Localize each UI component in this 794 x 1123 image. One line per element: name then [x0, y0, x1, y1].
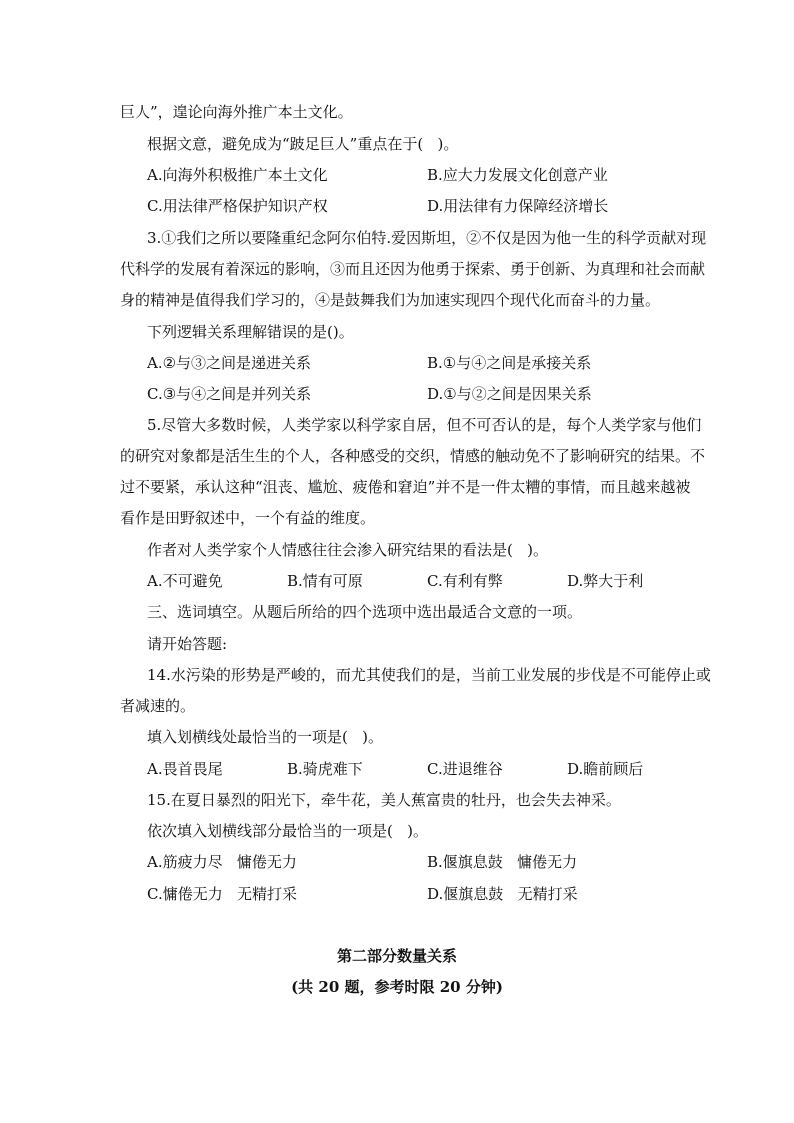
option-a: A.畏首畏尾 — [147, 760, 223, 778]
question-15-text: 15.在夏日暴烈的阳光下，牵牛花，美人蕉富贵的牡丹，也会失去神采。 — [147, 791, 621, 809]
option-b: B.情有可原 — [287, 572, 363, 590]
question-stem: 根据文意，避免成为“跛足巨人”重点在于( )。 — [147, 135, 459, 153]
option-b: B.骑虎难下 — [287, 760, 363, 778]
option-d: D.①与②之间是因果关系 — [427, 385, 592, 403]
option-c: C.进退维谷 — [427, 760, 503, 778]
option-c: C.有利有弊 — [427, 572, 503, 590]
question-stem: 下列逻辑关系理解错误的是()。 — [147, 323, 354, 341]
option-a: A.②与③之间是递进关系 — [147, 354, 312, 372]
question-3-text: 代科学的发展有着深远的影响，③而且还因为他勇于探索、勇于创新、为真理和社会而献 — [120, 260, 706, 278]
option-a: A.不可避免 — [147, 572, 223, 590]
part-title: 第二部分数量关系 — [336, 947, 457, 965]
option-b: B.①与④之间是承接关系 — [427, 354, 592, 372]
question-5-text: 过不要紧，承认这种“沮丧、尴尬、疲倦和窘迫”并不是一件太糟的事情，而且越来越被 — [120, 478, 691, 496]
question-5-text: 5.尽管大多数时候，人类学家以科学家自居，但不可否认的是，每个人类学家与他们 — [147, 416, 702, 434]
option-d: D.瞻前顾后 — [567, 760, 644, 778]
question-stem: 填入划横线处最恰当的一项是( )。 — [147, 728, 384, 746]
section-heading: 三、选词填空。从题后所给的四个选项中选出最适合文意的一项。 — [147, 603, 583, 621]
question-14-text: 14.水污染的形势是严峻的，而尤其使我们的是，当前工业发展的步伐是不可能停止或 — [147, 666, 711, 684]
option-a: A.筋疲力尽 慵倦无力 — [147, 853, 297, 871]
question-14-text: 者减速的。 — [120, 697, 196, 715]
option-c: C.③与④之间是并列关系 — [147, 385, 312, 403]
question-stem: 依次填入划横线部分最恰当的一项是( )。 — [147, 822, 429, 840]
option-d: D.偃旗息鼓 无精打采 — [427, 885, 578, 903]
start-instruction: 请开始答题: — [147, 635, 228, 653]
option-b: B.应大力发展文化创意产业 — [427, 166, 608, 184]
question-3-text: 身的精神是值得我们学习的，④是鼓舞我们为加速实现四个现代化而奋斗的力量。 — [120, 291, 661, 309]
option-b: B.偃旗息鼓 慵倦无力 — [427, 853, 578, 871]
question-3-text: 3.①我们之所以要隆重纪念阿尔伯特.爱因斯坦，②不仅是因为他一生的科学贡献对现 — [147, 229, 707, 247]
option-c: C.用法律严格保护知识产权 — [147, 197, 328, 215]
part-subtitle: (共 20 题，参考时限 20 分钟) — [291, 978, 503, 996]
question-5-text: 看作是田野叙述中，一个有益的维度。 — [120, 509, 376, 527]
option-d: D.用法律有力保障经济增长 — [427, 197, 609, 215]
option-c: C.慵倦无力 无精打采 — [147, 885, 298, 903]
option-d: D.弊大于利 — [567, 572, 644, 590]
question-stem: 作者对人类学家个人情感往往会渗入研究结果的看法是( )。 — [147, 541, 549, 559]
option-a: A.向海外积极推广本土文化 — [147, 166, 328, 184]
paragraph-continuation: 巨人”，遑论向海外推广本土文化。 — [120, 103, 353, 121]
question-5-text: 的研究对象都是活生生的个人，各种感受的交织，情感的触动免不了影响研究的结果。不 — [120, 447, 706, 465]
